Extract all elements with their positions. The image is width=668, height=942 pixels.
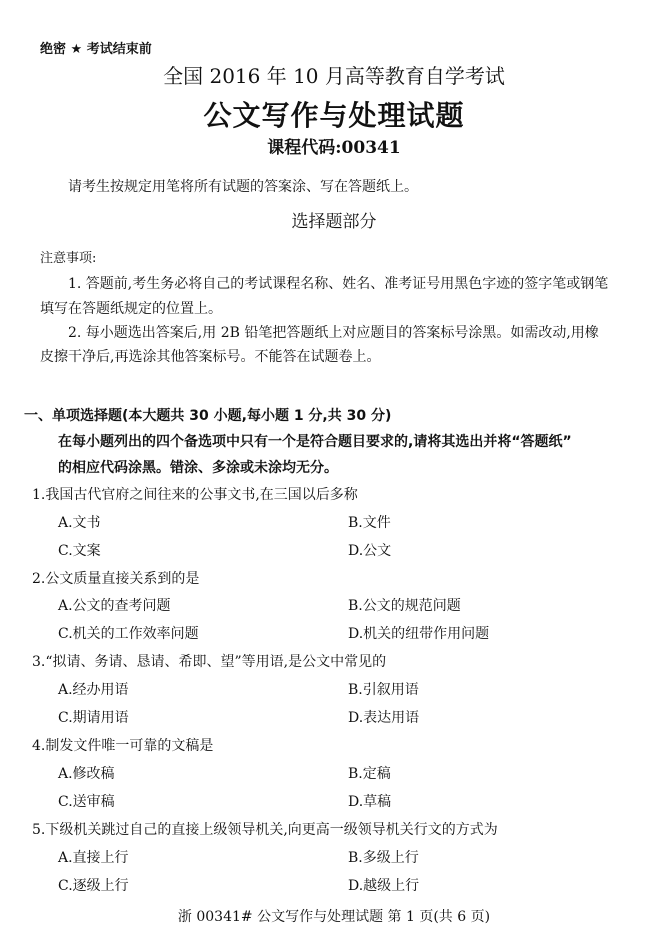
option-c: C.送审稿 bbox=[58, 794, 115, 810]
question-stem: 4.制发文件唯一可靠的文稿是 bbox=[32, 738, 214, 754]
option-a: A.直接上行 bbox=[58, 850, 129, 866]
option-a: A.修改稿 bbox=[58, 766, 115, 782]
option-d: D.越级上行 bbox=[348, 878, 420, 894]
option-b: B.多级上行 bbox=[348, 850, 419, 866]
note-line: 1. 答题前,考生务必将自己的考试课程名称、姓名、准考证号用黑色字迹的签字笔或钢笔 bbox=[68, 276, 609, 292]
question-stem: 2.公文质量直接关系到的是 bbox=[32, 571, 200, 587]
note-line: 2. 每小题选出答案后,用 2B 铅笔把答题纸上对应题目的答案标号涂黑。如需改动,用橡 bbox=[68, 325, 599, 341]
course-code: 课程代码:00341 bbox=[267, 138, 401, 158]
notes-title: 注意事项: bbox=[40, 251, 97, 266]
option-d: D.公文 bbox=[348, 543, 392, 559]
answer-instruction: 请考生按规定用笔将所有试题的答案涂、写在答题纸上。 bbox=[68, 179, 418, 195]
page-footer: 浙 00341# 公文写作与处理试题 第 1 页(共 6 页) bbox=[177, 909, 491, 925]
option-c: C.期请用语 bbox=[58, 710, 129, 726]
part-description: 的相应代码涂黑。错涂、多涂或未涂均无分。 bbox=[58, 460, 338, 476]
note-line: 填写在答题纸规定的位置上。 bbox=[40, 301, 222, 317]
paper-title: 公文写作与处理试题 bbox=[203, 99, 465, 132]
option-b: B.公文的规范问题 bbox=[348, 598, 461, 614]
question-stem: 3.“拟请、务请、恳请、希即、望”等用语,是公文中常见的 bbox=[32, 654, 387, 670]
part-heading: 一、单项选择题(本大题共 30 小题,每小题 1 分,共 30 分) bbox=[24, 408, 392, 424]
option-c: C.文案 bbox=[58, 543, 101, 559]
exam-session-line: 全国 2016 年 10 月高等教育自学考试 bbox=[163, 64, 505, 88]
option-c: C.逐级上行 bbox=[58, 878, 129, 894]
option-a: A.公文的查考问题 bbox=[58, 598, 171, 614]
option-b: B.文件 bbox=[348, 515, 391, 531]
option-b: B.引叙用语 bbox=[348, 682, 419, 698]
secret-mark: 绝密 ★ 考试结束前 bbox=[40, 42, 152, 57]
option-d: D.草稿 bbox=[348, 794, 392, 810]
option-d: D.表达用语 bbox=[348, 710, 420, 726]
part-description: 在每小题列出的四个备选项中只有一个是符合题目要求的,请将其选出并将“答题纸” bbox=[58, 434, 572, 450]
section-title: 选择题部分 bbox=[291, 212, 377, 232]
option-d: D.机关的纽带作用问题 bbox=[348, 626, 490, 642]
option-a: A.文书 bbox=[58, 515, 101, 531]
option-a: A.经办用语 bbox=[58, 682, 129, 698]
option-b: B.定稿 bbox=[348, 766, 391, 782]
option-c: C.机关的工作效率问题 bbox=[58, 626, 199, 642]
question-stem: 1.我国古代官府之间往来的公事文书,在三国以后多称 bbox=[32, 487, 358, 503]
note-line: 皮擦干净后,再选涂其他答案标号。不能答在试题卷上。 bbox=[40, 349, 381, 365]
question-stem: 5.下级机关跳过自己的直接上级领导机关,向更高一级领导机关行文的方式为 bbox=[32, 822, 498, 838]
